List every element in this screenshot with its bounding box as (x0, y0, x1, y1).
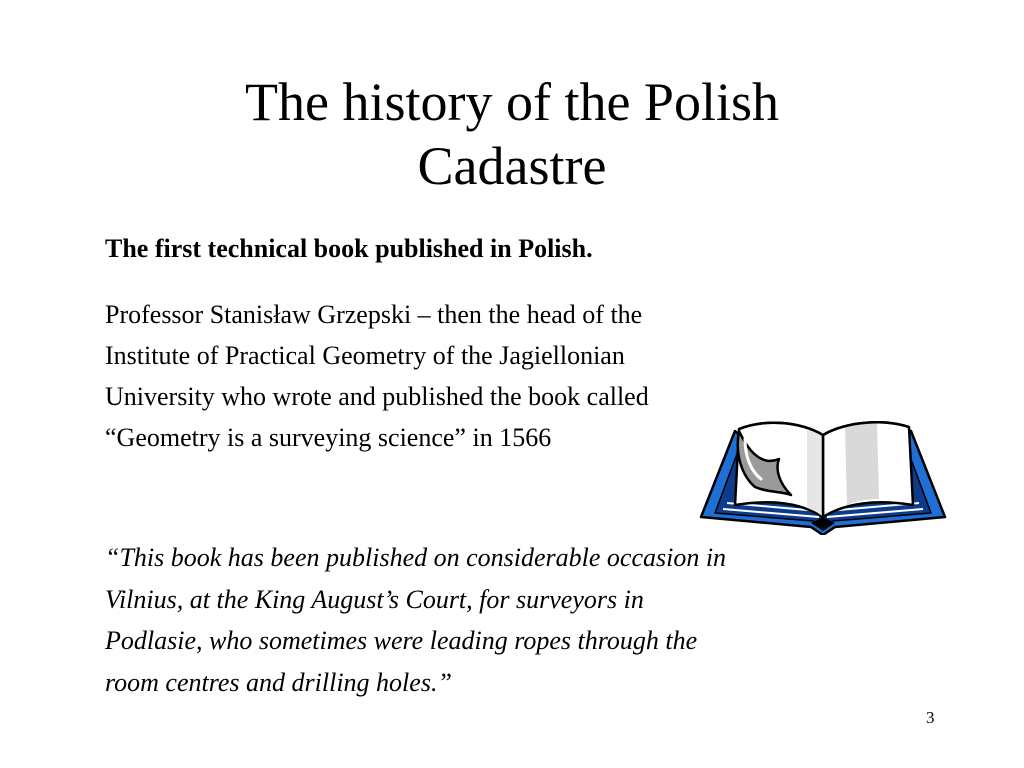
quote-paragraph (105, 537, 955, 703)
book-left-page-shade (807, 427, 823, 517)
book-right-page-shade (845, 423, 879, 505)
title-line-2: Cadastre (417, 136, 607, 196)
slide-title (0, 70, 1024, 198)
open-book-icon (695, 413, 951, 535)
quote-line: Vilnius, at the King August’s Court, for surveyors in (105, 584, 644, 614)
quote-line: “This book has been published on considerable occasion in (105, 543, 727, 572)
body-line: Professor Stanisław Grzepski – then the head of the (105, 300, 643, 329)
slide-number: 3 (926, 708, 935, 727)
quote-line: room centres and drilling holes.” (105, 667, 452, 697)
body-line: University who wrote and published the book called (105, 382, 649, 411)
quote-line: Podlasie, who sometimes were leading ropes through the (105, 626, 698, 655)
title-line-1: The history of the Polish (245, 72, 779, 132)
body-line: “Geometry is a surveying science” in 1566 (105, 423, 552, 452)
slide-subtitle: The first technical book published in Polish. (105, 234, 593, 263)
body-line: Institute of Practical Geometry of the Jagiellonian (105, 341, 625, 370)
